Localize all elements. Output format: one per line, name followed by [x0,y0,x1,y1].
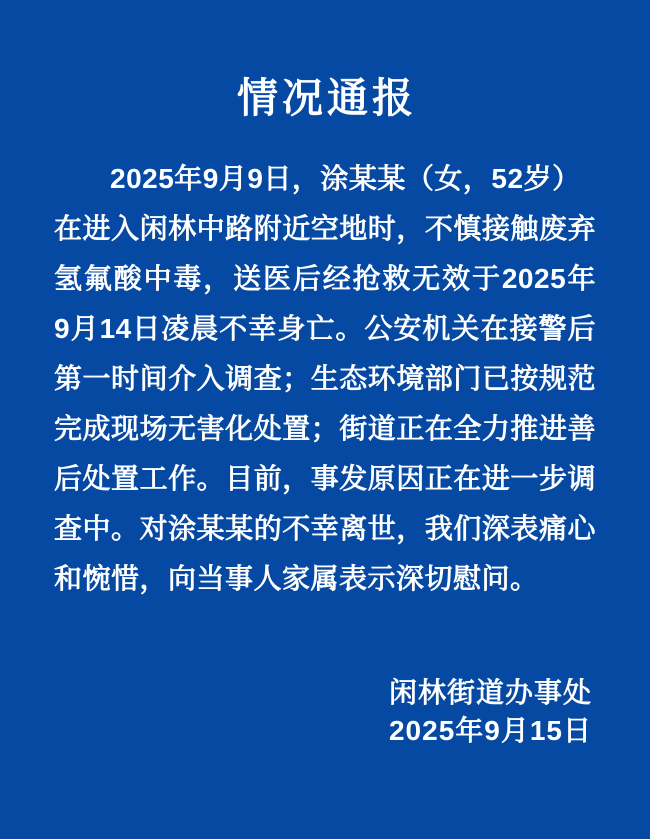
notice-body-paragraph [0,154,650,604]
body-line: 氢氟酸中毒，送医后经抢救无效于2025年 [54,263,596,294]
signature-issuer: 闲林街道办事处 [388,677,592,708]
body-line: 2025年9月9日，涂某某（女，52岁） [110,163,581,194]
signature-date: 2025年9月15日 [388,715,592,746]
body-line: 在进入闲林中路附近空地时，不慎接触废弃 [54,213,596,244]
body-line: 9月14日凌晨不幸身亡。公安机关在接警后 [54,313,596,344]
body-line: 和惋惜，向当事人家属表示深切慰问。 [54,563,539,594]
body-line: 查中。对涂某某的不幸离世，我们深表痛心 [54,513,596,544]
signature-block [0,674,650,750]
body-line: 第一时间介入调查；生态环境部门已按规范 [54,363,596,394]
body-line: 后处置工作。目前，事发原因正在进一步调 [54,463,596,494]
body-line: 完成现场无害化处置；街道正在全力推进善 [54,413,596,444]
notice-title: 情况通报 [237,75,417,121]
